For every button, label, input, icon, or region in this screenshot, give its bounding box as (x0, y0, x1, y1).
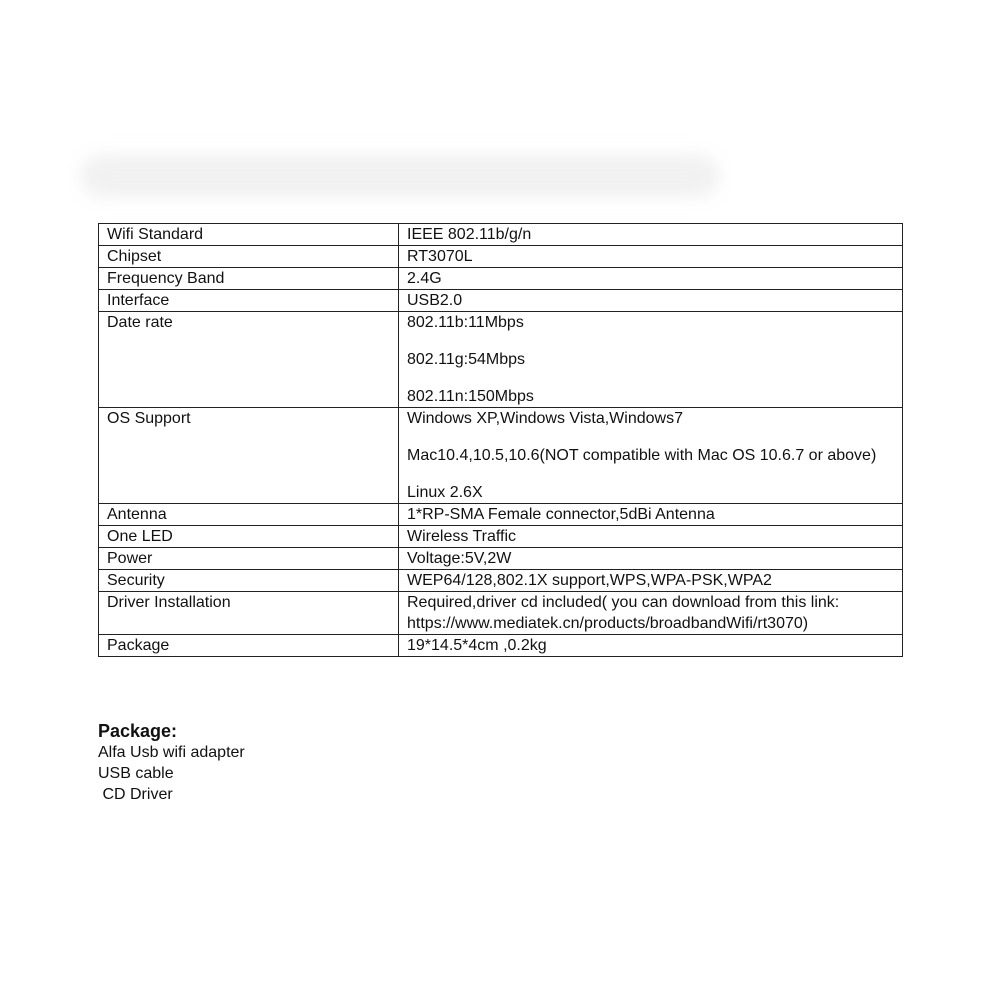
spec-label: One LED (99, 526, 399, 548)
spec-value-line: 802.11g:54Mbps (407, 351, 526, 368)
spec-value-line: RT3070L (407, 248, 473, 265)
spec-label: Driver Installation (99, 592, 399, 635)
spec-value (399, 224, 903, 246)
spec-row-one-led (99, 526, 903, 548)
spec-row-chipset (99, 246, 903, 268)
spec-label: Security (99, 570, 399, 592)
spec-row-frequency-band (99, 268, 903, 290)
spec-value (399, 408, 903, 504)
spec-value-line: Windows XP,Windows Vista,Windows7 (407, 410, 683, 427)
spec-value-line: Linux 2.6X (407, 484, 483, 501)
spec-value (399, 290, 903, 312)
spec-label: Date rate (99, 312, 399, 408)
blurred-header-band (80, 155, 720, 197)
package-title: Package: (98, 721, 178, 741)
spec-value-line: Voltage:5V,2W (407, 550, 512, 567)
spec-label: Interface (99, 290, 399, 312)
spec-label: Frequency Band (99, 268, 399, 290)
spec-value (399, 570, 903, 592)
spec-value-line: 19*14.5*4cm ,0.2kg (407, 637, 547, 654)
spec-value (399, 592, 903, 635)
spec-row-interface (99, 290, 903, 312)
spec-row-driver-installation (99, 592, 903, 635)
package-item: CD Driver (98, 786, 173, 803)
spec-row-security (99, 570, 903, 592)
spec-value-line: Wireless Traffic (407, 528, 517, 545)
spec-value (399, 246, 903, 268)
spec-value-line: 802.11n:150Mbps (407, 388, 534, 405)
spec-value (399, 312, 903, 408)
spec-label: Wifi Standard (99, 224, 399, 246)
spec-value-line: WEP64/128,802.1X support,WPS,WPA-PSK,WPA2 (407, 572, 772, 589)
spec-value (399, 635, 903, 657)
spec-label: Power (99, 548, 399, 570)
spec-row-wifi-standard (99, 224, 903, 246)
package-item: USB cable (98, 765, 174, 782)
spec-value-line: 802.11b:11Mbps (407, 314, 524, 331)
spec-value-line: Required,driver cd included( you can download from this link: https://www.mediatek.cn/products/broadbandWifi/rt3070) (407, 594, 840, 632)
spec-label: Antenna (99, 504, 399, 526)
spec-row-os-support (99, 408, 903, 504)
spec-label: OS Support (99, 408, 399, 504)
spec-row-date-rate (99, 312, 903, 408)
spec-value-line: USB2.0 (407, 292, 463, 309)
spec-row-antenna (99, 504, 903, 526)
spec-value-line: IEEE 802.11b/g/n (407, 226, 532, 243)
spec-value (399, 526, 903, 548)
package-section (98, 720, 245, 805)
spec-value-line: Mac10.4,10.5,10.6(NOT compatible with Mac OS 10.6.7 or above) (407, 447, 877, 464)
spec-table (98, 223, 903, 657)
spec-row-power (99, 548, 903, 570)
spec-value-line: 2.4G (407, 270, 442, 287)
spec-value-line: 1*RP-SMA Female connector,5dBi Antenna (407, 506, 715, 523)
spec-value (399, 548, 903, 570)
package-item: Alfa Usb wifi adapter (98, 744, 245, 761)
spec-value (399, 504, 903, 526)
spec-label: Chipset (99, 246, 399, 268)
spec-value (399, 268, 903, 290)
spec-label: Package (99, 635, 399, 657)
spec-row-package (99, 635, 903, 657)
